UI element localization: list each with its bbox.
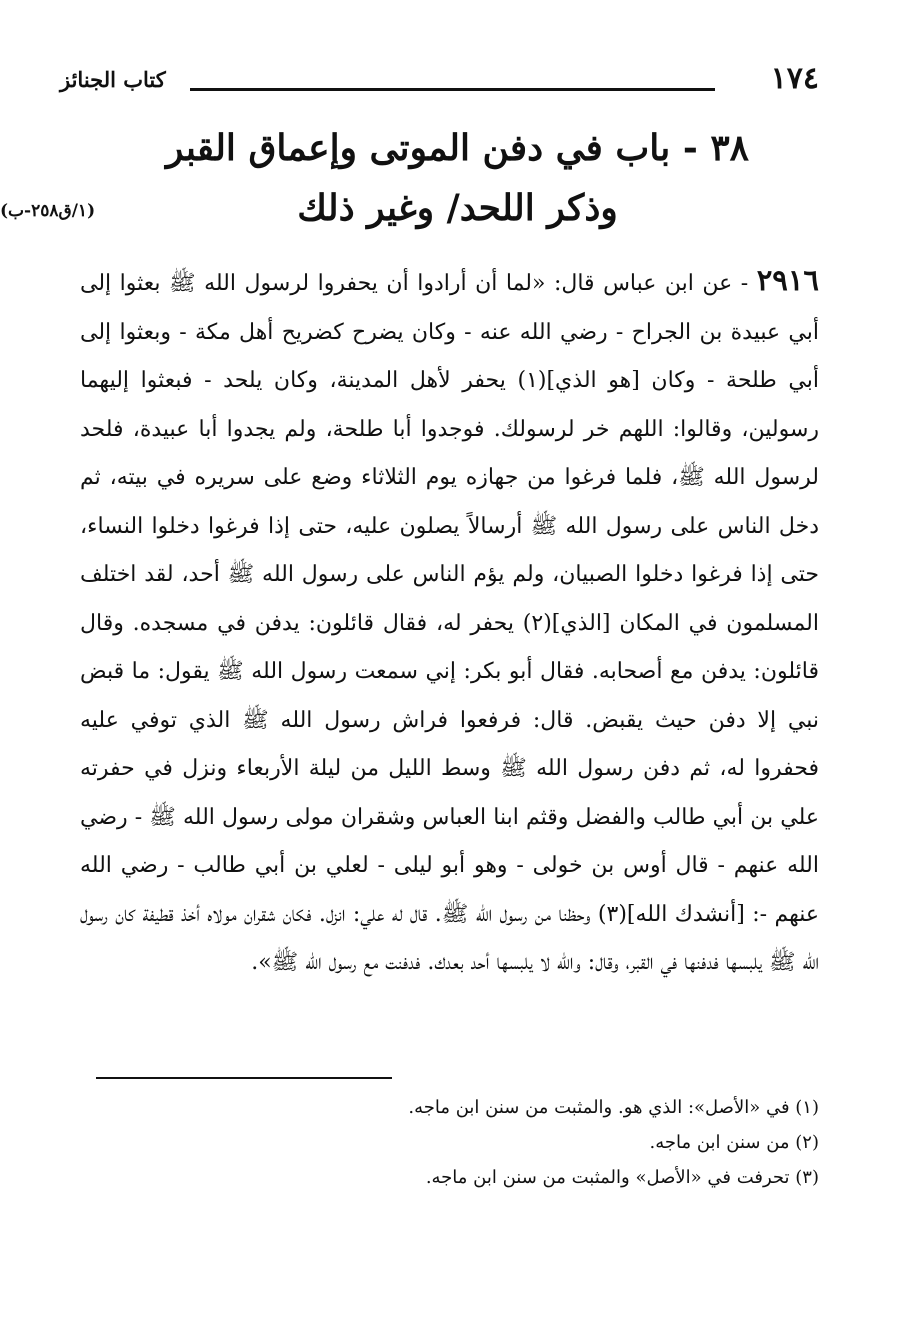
hadith-text: [80, 256, 819, 988]
page-header: [60, 62, 819, 98]
footnote-2: (٢) من سنن ابن ماجه.: [649, 1132, 819, 1153]
hadith-body: - عن ابن عباس قال: «لما أن أرادوا أن يحفروا لرسول الله ﷺ بعثوا إلى أبي عبيدة بن الجراح - رضي الله عنه - وكان يضرح كضريح أهل مكة - وبعثوا إلى أبي طلحة - وكان [هو الذي](١) يحفر لأهل المدينة، وكان يلحد - فبعثوا إليهما رسولين، وقالوا: اللهم خر لرسولك. فوجدوا أبا طلحة، ولم يجدوا أبا عبيدة، فلحد لرسول الله ﷺ، فلما فرغوا من جهازه يوم الثلاثاء وضع على سريره في بيته، ثم دخل الناس على رسول الله ﷺ أرسالاً يصلون عليه، حتى إذا فرغوا دخلوا النساء، حتى إذا فرغوا دخلوا الصبيان، ولم يؤم الناس على رسول الله ﷺ أحد، لقد اختلف المسلمون في المكان [الذي](٢) يحفر له، فقال قائلون: يدفن في مسجده. وقال قائلون: يدفن مع أصحابه. فقال أبو بكر: إني سمعت رسول الله ﷺ يقول: ما قبض نبي إلا دفن حيث يقبض. قال: فرفعوا فراش رسول الله ﷺ الذي توفي عليه فحفروا له، ثم دفن رسول الله ﷺ وسط الليل من ليلة الأربعاء ونزل في حفرته علي بن أبي طالب والفضل وقثم ابنا العباس وشقران مولى رسول الله ﷺ - رضي الله عنهم - قال أوس بن خولى - وهو أبو ليلى - لعلي بن أبي طالب - رضي الله عنهم -: [أنشدك الله](٣) وحظنا من رسول الله ﷺ. قال له علي: انزل. فكان شقران مولاه أخذ قطيفة كان رسول الله ﷺ يلبسها فدفنها في القبر، وقال: والله لا يلبسها أحد بعدك. فدفنت مع رسول الله ﷺ».: [80, 271, 820, 975]
book-title: كتاب الجنائز: [60, 67, 166, 92]
footnote-rule: [96, 1077, 392, 1079]
footnote-3: (٣) تحرفت في «الأصل» والمثبت من سنن ابن ماجه.: [425, 1167, 819, 1188]
chapter-title-line-2: وذكر اللحد/ وغير ذلك: [297, 187, 618, 229]
header-rule: [190, 88, 715, 91]
footnotes: [96, 1090, 819, 1195]
manuscript-reference: (١/ق٢٥٨-ب): [0, 201, 96, 221]
chapter-heading: [150, 118, 765, 238]
footnote-1: (١) في «الأصل»: الذي هو. والمثبت من سنن ابن ماجه.: [408, 1097, 819, 1118]
page-number: ١٧٤: [770, 61, 819, 96]
chapter-title-line-1: ٣٨ - باب في دفن الموتى وإعماق القبر: [166, 127, 749, 169]
hadith-number: ٢٩١٦: [756, 263, 819, 297]
